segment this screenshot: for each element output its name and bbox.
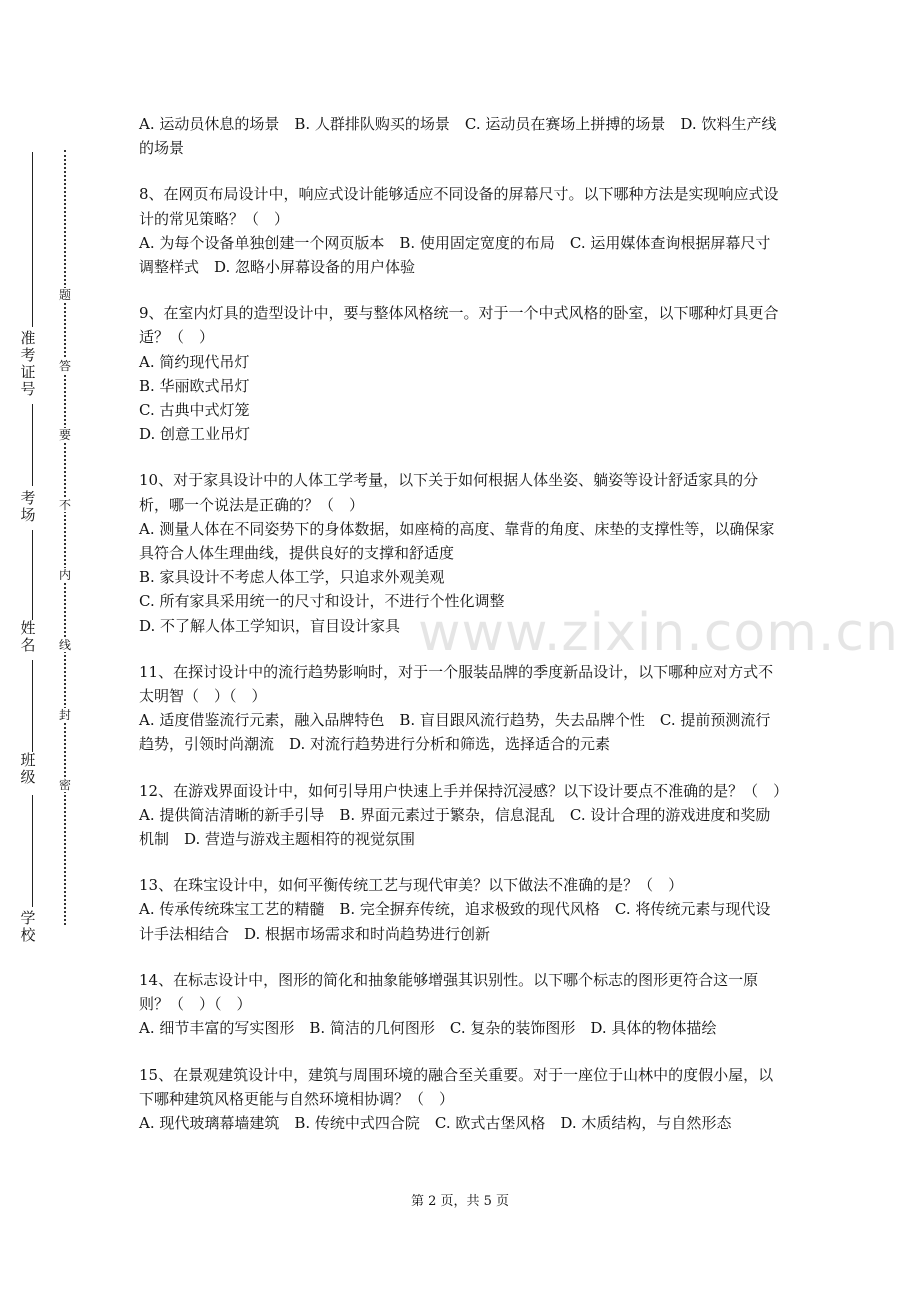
option-d: D. 创意工业吊灯 <box>139 425 251 444</box>
class-label: 班级 <box>20 751 36 786</box>
blank-line-exam-room <box>32 404 33 486</box>
question-7-options <box>139 112 784 160</box>
seal-char: 答 <box>56 359 74 373</box>
blank-line-exam-number <box>32 152 33 327</box>
option-line: A. 为每个设备单独创建一个网页版本 B. 使用固定宽度的布局 C. 运用媒体查询根据屏幕尺寸调整样式 D. 忽略小屏幕设备的用户体验 <box>139 233 771 277</box>
question-8 <box>139 182 784 279</box>
option-line: A. 现代玻璃幕墙建筑 B. 传统中式四合院 C. 欧式古堡风格 D. 木质结构，与自然形态 <box>139 1113 732 1132</box>
blank-line-school <box>32 795 33 907</box>
question-stem: 11、在探讨设计中的流行趋势影响时，对于一个服装品牌的季度新品设计，以下哪种应对方式不太明智（ ）（ ） <box>139 662 774 706</box>
question-15 <box>139 1063 784 1136</box>
question-12 <box>139 779 789 852</box>
exam-number-label: 准考证号 <box>20 329 36 398</box>
question-stem: 15、在景观建筑设计中，建筑与周围环境的融合至关重要。对于一座位于山林中的度假小屋，以下哪种建筑风格更能与自然环境相协调？（ ） <box>139 1065 774 1108</box>
option-line: A. 细节丰富的写实图形 B. 简洁的几何图形 C. 复杂的装饰图形 D. 具体的物体描绘 <box>139 1019 717 1038</box>
option-line: A. 适度借鉴流行元素，融入品牌特色 B. 盲目跟风流行趋势，失去品牌个性 C. 提前预测流行趋势，引领时尚潮流 D. 对流行趋势进行分析和筛选，选择适合的元素 <box>139 711 771 754</box>
question-stem: 10、对于家具设计中的人体工学考量，以下关于如何根据人体坐姿、躺姿等设计舒适家具的分析，哪一个说法是正确的？（ ） <box>139 471 759 514</box>
question-stem: 8、在网页布局设计中，响应式设计能够适应不同设备的屏幕尺寸。以下哪种方法是实现响应式设计的常见策略？（ ） <box>139 185 779 228</box>
binding-margin <box>0 0 100 1302</box>
blank-line-name <box>32 530 33 620</box>
question-14 <box>139 968 784 1041</box>
option-b: B. 华丽欧式吊灯 <box>139 376 250 395</box>
page-footer: 第 2 页，共 5 页 <box>410 1194 510 1209</box>
blank-line-class <box>32 660 33 752</box>
question-9 <box>139 301 784 446</box>
option-c: C. 所有家具采用统一的尺寸和设计，不进行个性化调整 <box>139 592 505 611</box>
question-13 <box>139 873 784 946</box>
question-stem: 14、在标志设计中，图形的简化和抽象能够增强其识别性。以下哪个标志的图形更符合这一原则？（ ）（ ） <box>139 970 759 1014</box>
option-d: D. 不了解人体工学知识，盲目设计家具 <box>139 616 401 635</box>
seal-char: 题 <box>56 288 74 302</box>
option-a: A. 简约现代吊灯 <box>139 352 250 371</box>
option-c: C. 古典中式灯笼 <box>139 401 250 420</box>
seal-char: 封 <box>56 708 74 722</box>
school-label: 学校 <box>20 909 36 944</box>
seal-dotted-line <box>64 150 66 925</box>
seal-char: 不 <box>56 498 74 512</box>
question-stem: 9、在室内灯具的造型设计中，要与整体风格统一。对于一个中式风格的卧室，以下哪种灯具更合适？（ ） <box>139 304 779 347</box>
seal-char: 线 <box>56 638 74 652</box>
option-line: A. 运动员休息的场景 B. 人群排队购买的场景 C. 运动员在赛场上拼搏的场景 D. 饮料生产线的场景 <box>139 115 777 158</box>
seal-char: 密 <box>56 778 74 792</box>
question-stem: 13、在珠宝设计中，如何平衡传统工艺与现代审美？以下做法不准确的是？（ ） <box>139 876 684 895</box>
exam-room-label: 考场 <box>20 489 36 524</box>
question-stem: 12、在游戏界面设计中，如何引导用户快速上手并保持沉浸感？以下设计要点不准确的是？（ ） <box>139 781 789 800</box>
seal-char: 要 <box>56 428 74 442</box>
watermark-text: www.zixin.com.cn <box>418 603 899 663</box>
option-b: B. 家具设计不考虑人体工学，只追求外观美观 <box>139 568 445 587</box>
option-line: A. 提供简洁清晰的新手引导 B. 界面元素过于繁杂，信息混乱 C. 设计合理的游戏进度和奖励机制 D. 营造与游戏主题相符的视觉氛围 <box>139 805 771 849</box>
name-label: 姓名 <box>20 619 36 654</box>
question-11 <box>139 660 784 757</box>
seal-char: 内 <box>56 568 74 582</box>
option-a: A. 测量人体在不同姿势下的身体数据，如座椅的高度、靠背的角度、床垫的支撑性等，以确保家具符合人体生理曲线，提供良好的支撑和舒适度 <box>139 519 775 563</box>
option-line: A. 传承传统珠宝工艺的精髓 B. 完全摒弃传统，追求极致的现代风格 C. 将传统元素与现代设计手法相结合 D. 根据市场需求和时尚趋势进行创新 <box>139 900 771 943</box>
